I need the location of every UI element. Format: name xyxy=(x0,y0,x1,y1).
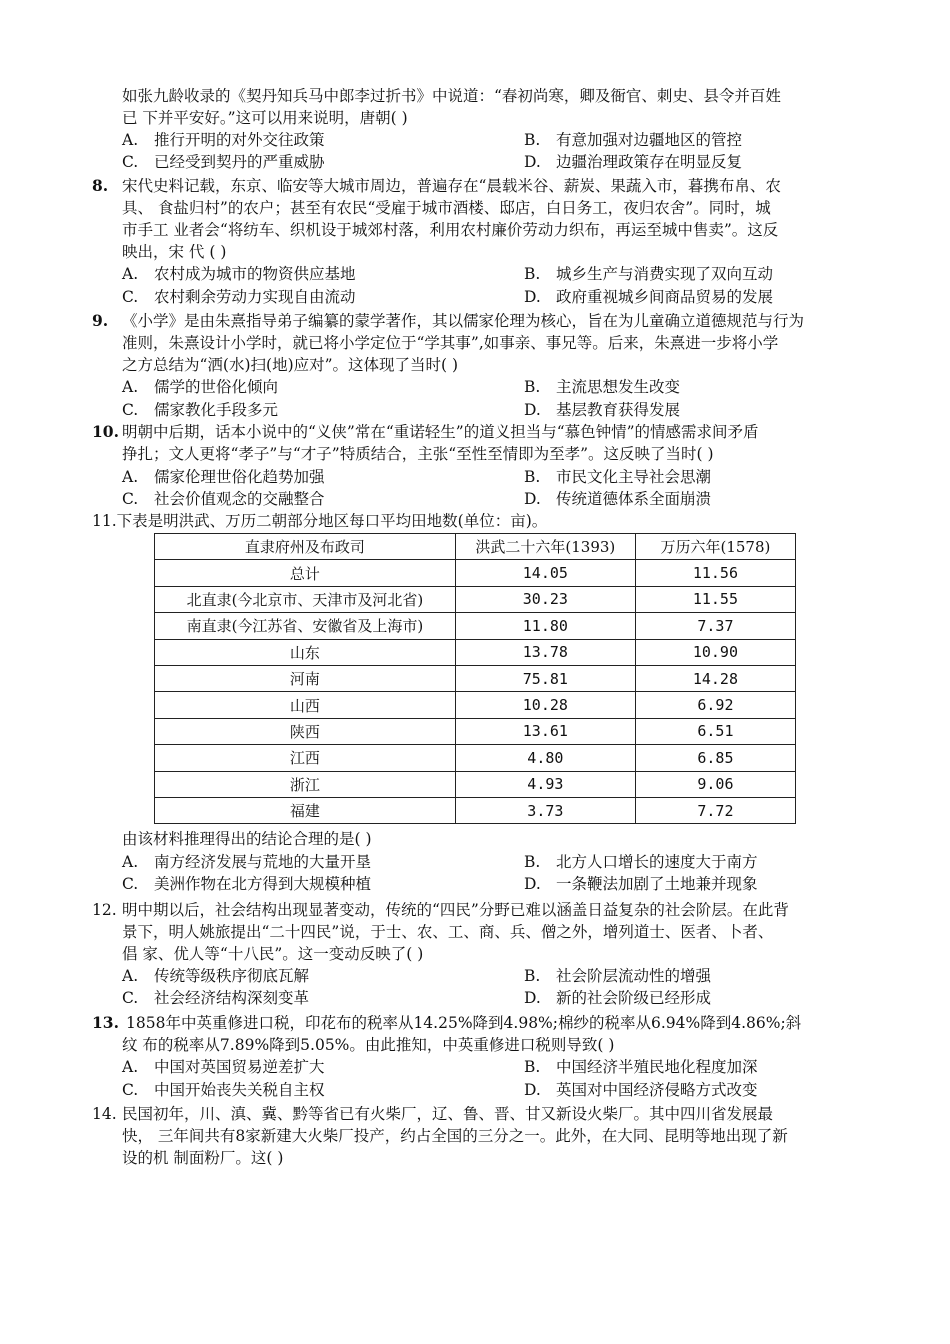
q11-option-a: A. 南方经济发展与荒地的大量开垦 xyxy=(122,853,372,871)
q12-option-c: C. 社会经济结构深刻变革 xyxy=(122,989,310,1007)
q10-option-d: D. 传统道德体系全面崩溃 xyxy=(524,490,712,508)
q9-line-1: 《小学》是由朱熹指导弟子编纂的蒙学著作，其以儒家伦理为核心，旨在为儿童确立道德规范与行为 xyxy=(122,312,805,330)
q7-option-c: C. 已经受到契丹的严重威胁 xyxy=(122,153,325,171)
table-row xyxy=(155,745,796,771)
q13-option-c: C. 中国开始丧失关税自主权 xyxy=(122,1081,325,1099)
q12-line-1: 明中期以后，社会结构出现显著变动，传统的“四民”分野已难以涵盖日益复杂的社会阶层。在此背 xyxy=(122,901,789,919)
q12-option-a: A. 传统等级秩序彻底瓦解 xyxy=(122,967,310,985)
q12-number: 12. xyxy=(92,901,117,919)
q8-option-d: D. 政府重视城乡间商品贸易的发展 xyxy=(524,288,774,306)
table-cell: 11.56 xyxy=(635,560,795,586)
q14-line-2: 快， 三年间共有8家新建大火柴厂投产，约占全国的三分之一。此外，在大同、昆明等地出现了新 xyxy=(122,1127,788,1145)
land-per-capita-table xyxy=(154,533,796,824)
q11-option-d: D. 一条鞭法加剧了土地兼并现象 xyxy=(524,875,758,893)
q11-option-c: C. 美洲作物在北方得到大规模种植 xyxy=(122,875,372,893)
table-cell: 总计 xyxy=(155,560,456,586)
table-header: 洪武二十六年(1393) xyxy=(455,534,635,560)
table-row xyxy=(155,692,796,718)
q14-line-1: 民国初年，川、滇、冀、黔等省已有火柴厂，辽、鲁、晋、甘又新设火柴厂。其中四川省发展最 xyxy=(122,1105,774,1123)
table-cell: 6.51 xyxy=(635,718,795,744)
q7-line-1: 如张九龄收录的《契丹知兵马中郎李过折书》中说道：“春初尚寒，卿及衙官、刺史、县令并百姓 xyxy=(122,87,781,105)
q14-number: 14. xyxy=(92,1105,117,1123)
table-cell: 11.80 xyxy=(455,613,635,639)
q9-line-2: 准则，朱熹设计小学时，就已将小学定位于“学其事”,如事亲、事兄等。后来，朱熹进一步将小学 xyxy=(122,334,779,352)
table-row xyxy=(155,718,796,744)
table-cell: 山西 xyxy=(155,692,456,718)
q7-option-a: A. 推行开明的对外交往政策 xyxy=(122,131,325,149)
q8-number: 8. xyxy=(92,176,109,195)
q9-option-d: D. 基层教育获得发展 xyxy=(524,401,681,419)
q8-option-b: B. 城乡生产与消费实现了双向互动 xyxy=(524,265,774,283)
q13-option-b: B. 中国经济半殖民地化程度加深 xyxy=(524,1058,758,1076)
q11-option-b: B. 北方人口增长的速度大于南方 xyxy=(524,853,758,871)
table-cell: 江西 xyxy=(155,745,456,771)
q10-number: 10. xyxy=(92,422,119,441)
q8-line-4: 映出，宋 代 ( ) xyxy=(122,243,227,261)
q10-line-1: 明朝中后期，话本小说中的“义侠”常在“重诺轻生”的道义担当与“慕色钟情”的情感需求间矛盾 xyxy=(122,423,759,441)
q13-number: 13. xyxy=(92,1013,119,1032)
q8-line-1: 宋代史料记载，东京、临安等大城市周边，普遍存在“晨载米谷、薪炭、果蔬入市，暮携布帛、农 xyxy=(122,177,781,195)
q13-line-1: 1858年中英重修进口税，印花布的税率从14.25%降到4.98%;棉纱的税率从6.94%降到4.86%;斜 xyxy=(126,1014,802,1032)
table-cell: 11.55 xyxy=(635,586,795,612)
table-cell: 福建 xyxy=(155,797,456,823)
table-cell: 北直隶(今北京市、天津市及河北省) xyxy=(155,586,456,612)
table-header: 直隶府州及布政司 xyxy=(155,534,456,560)
q11-question: 由该材料推理得出的结论合理的是( ) xyxy=(122,830,372,848)
q12-line-2: 景下，明人姚旅提出“二十四民”说，于士、农、工、商、兵、僧之外，增列道士、医者、卜者、 xyxy=(122,923,774,941)
q9-number: 9. xyxy=(92,311,109,330)
q10-option-a: A. 儒家伦理世俗化趋势加强 xyxy=(122,468,325,486)
q13-line-2: 纹 布的税率从7.89%降到5.05%。由此推知，中英重修进口税则导致( ) xyxy=(122,1036,615,1054)
table-header-row xyxy=(155,534,796,560)
table-cell: 9.06 xyxy=(635,771,795,797)
q12-option-d: D. 新的社会阶级已经形成 xyxy=(524,989,712,1007)
q13-option-d: D. 英国对中国经济侵略方式改变 xyxy=(524,1081,758,1099)
table-cell: 10.28 xyxy=(455,692,635,718)
q13-option-a: A. 中国对英国贸易逆差扩大 xyxy=(122,1058,325,1076)
table-cell: 10.90 xyxy=(635,639,795,665)
q8-option-c: C. 农村剩余劳动力实现自由流动 xyxy=(122,288,356,306)
q9-option-c: C. 儒家教化手段多元 xyxy=(122,401,279,419)
table-cell: 75.81 xyxy=(455,665,635,691)
q10-line-2: 挣扎；文人更将“孝子”与“才子”特质结合，主张“至性至情即为至孝”。这反映了当时( ) xyxy=(122,445,714,463)
q9-option-a: A. 儒学的世俗化倾向 xyxy=(122,378,279,396)
q12-option-b: B. 社会阶层流动性的增强 xyxy=(524,967,712,985)
q14-line-3: 设的机 制面粉厂。这( ) xyxy=(122,1149,284,1167)
table-cell: 13.78 xyxy=(455,639,635,665)
table-cell: 6.92 xyxy=(635,692,795,718)
table-row xyxy=(155,771,796,797)
q8-line-2: 具、 食盐归村”的农户；甚至有农民“受雇于城市酒楼、邸店，白日务工，夜归农舍”。同时，城 xyxy=(122,199,771,217)
q7-option-d: D. 边疆治理政策存在明显反复 xyxy=(524,153,743,171)
table-cell: 13.61 xyxy=(455,718,635,744)
table-row xyxy=(155,613,796,639)
table-cell: 14.28 xyxy=(635,665,795,691)
table-cell: 14.05 xyxy=(455,560,635,586)
table-cell: 河南 xyxy=(155,665,456,691)
table-row xyxy=(155,665,796,691)
q9-line-3: 之方总结为“洒(水)扫(地)应对”。这体现了当时( ) xyxy=(122,356,459,374)
table-cell: 浙江 xyxy=(155,771,456,797)
q12-line-3: 倡 家、优人等“十八民”。这一变动反映了( ) xyxy=(122,945,424,963)
table-cell: 陕西 xyxy=(155,718,456,744)
q8-line-3: 市手工 业者会“将纺车、织机设于城郊村落，利用农村廉价劳动力织布，再运至城中售卖”。这反 xyxy=(122,221,779,239)
table-row xyxy=(155,639,796,665)
table-cell: 山东 xyxy=(155,639,456,665)
q7-line-2: 已 下并平安好。”这可以用来说明，唐朝( ) xyxy=(122,109,408,127)
table-cell: 3.73 xyxy=(455,797,635,823)
table-cell: 6.85 xyxy=(635,745,795,771)
q10-option-c: C. 社会价值观念的交融整合 xyxy=(122,490,325,508)
table-cell: 7.72 xyxy=(635,797,795,823)
q11-intro: 11.下表是明洪武、万历二朝部分地区每口平均田地数(单位：亩)。 xyxy=(92,512,548,530)
table-cell: 南直隶(今江苏省、安徽省及上海市) xyxy=(155,613,456,639)
table-cell: 30.23 xyxy=(455,586,635,612)
table-row xyxy=(155,797,796,823)
q7-option-b: B. 有意加强对边疆地区的管控 xyxy=(524,131,743,149)
q10-option-b: B. 市民文化主导社会思潮 xyxy=(524,468,712,486)
table-row xyxy=(155,560,796,586)
table-cell: 4.93 xyxy=(455,771,635,797)
table-cell: 7.37 xyxy=(635,613,795,639)
q9-option-b: B. 主流思想发生改变 xyxy=(524,378,681,396)
table-cell: 4.80 xyxy=(455,745,635,771)
table-header: 万历六年(1578) xyxy=(635,534,795,560)
table-row xyxy=(155,586,796,612)
q8-option-a: A. 农村成为城市的物资供应基地 xyxy=(122,265,356,283)
